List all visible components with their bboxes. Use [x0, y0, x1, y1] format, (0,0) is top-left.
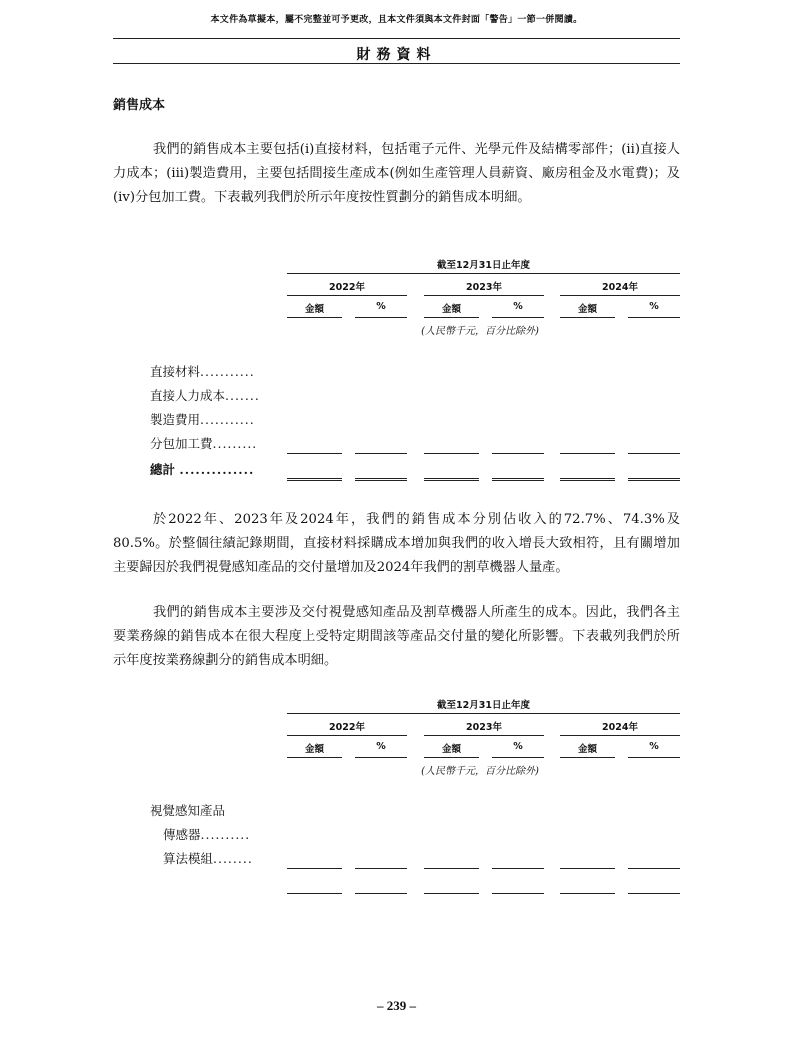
- year-2022: 2022年: [329, 282, 365, 293]
- row-label-text: 傳感器: [163, 827, 201, 842]
- col-amount-2023: 金額: [441, 304, 461, 315]
- col-percent-2023: %: [513, 741, 523, 752]
- row-label-text: 算法模組: [163, 851, 214, 866]
- col-rule: [492, 757, 544, 758]
- unit-note: (人民幣千元，百分比除外): [421, 326, 539, 337]
- col-percent-2023: %: [513, 301, 523, 312]
- unit-note: (人民幣千元，百分比除外): [421, 766, 539, 777]
- sum-rule: [560, 868, 615, 869]
- header-rule-bottom: [113, 63, 680, 64]
- subtotal-rule: [355, 893, 407, 894]
- sum-rule: [355, 453, 407, 454]
- table-row-label: [150, 434, 257, 452]
- total-double-rule: [492, 478, 544, 481]
- year-2023: 2023年: [466, 282, 502, 293]
- table-row-label: [150, 362, 255, 380]
- year-2023: 2023年: [466, 722, 502, 733]
- row-leader-dots: ..........: [200, 827, 251, 842]
- total-double-rule: [628, 478, 680, 481]
- col-amount-2024: 金額: [577, 744, 597, 755]
- sum-rule: [424, 453, 479, 454]
- header-rule-top: [113, 38, 680, 39]
- col-rule: [560, 317, 615, 318]
- subtotal-rule: [492, 893, 544, 894]
- subtotal-rule: [628, 893, 680, 894]
- period-rule: [287, 273, 680, 274]
- sum-rule: [628, 453, 680, 454]
- row-label-text: 直接人力成本: [150, 388, 226, 403]
- row-label-text: 直接材料: [150, 364, 201, 379]
- year-rule-2023: [424, 295, 544, 296]
- table-row-label: [163, 849, 253, 867]
- period-header: 截至12月31日止年度: [437, 260, 530, 271]
- row-leader-dots: ........: [213, 851, 253, 866]
- col-percent-2024: %: [649, 301, 659, 312]
- col-percent-2022: %: [376, 741, 386, 752]
- row-leader-dots: ..............: [179, 462, 255, 477]
- total-double-rule: [560, 478, 615, 481]
- total-double-rule: [424, 478, 479, 481]
- sum-rule: [355, 868, 407, 869]
- sum-rule: [424, 868, 479, 869]
- row-label-text: 分包加工費: [150, 436, 213, 451]
- year-2024: 2024年: [602, 722, 638, 733]
- col-amount-2022: 金額: [304, 304, 324, 315]
- year-rule-2022: [287, 735, 407, 736]
- subtotal-rule: [560, 893, 615, 894]
- col-rule: [287, 757, 342, 758]
- col-percent-2022: %: [376, 301, 386, 312]
- period-rule: [287, 713, 680, 714]
- col-percent-2024: %: [649, 741, 659, 752]
- year-2022: 2022年: [329, 722, 365, 733]
- subtotal-rule: [424, 893, 479, 894]
- year-rule-2023: [424, 735, 544, 736]
- subtotal-rule: [287, 893, 342, 894]
- row-leader-dots: ...........: [200, 412, 255, 427]
- col-rule: [424, 317, 479, 318]
- table-row-label: [150, 410, 255, 428]
- col-rule: [287, 317, 342, 318]
- row-leader-dots: .........: [212, 436, 258, 451]
- sum-rule: [287, 868, 342, 869]
- sum-rule: [628, 868, 680, 869]
- page-title: 財務資料: [356, 47, 437, 63]
- total-row-label: [150, 460, 254, 478]
- sum-rule: [492, 868, 544, 869]
- row-leader-dots: ...........: [200, 364, 255, 379]
- paragraph-1: 我們的銷售成本主要包括(i)直接材料，包括電子元件、光學元件及結構零部件；(ii)直接人力成本；(iii)製造費用，主要包括間接生產成本(例如生產管理人員薪資、廠房租金及水電費)；及(iv)分包加工費。下表載列我們於所示年度按性質劃分的銷售成本明細。: [113, 142, 680, 205]
- total-double-rule: [355, 478, 407, 481]
- year-2024: 2024年: [602, 282, 638, 293]
- col-rule: [560, 757, 615, 758]
- sum-rule: [492, 453, 544, 454]
- group-label: 視覺感知產品: [150, 803, 226, 818]
- year-rule-2024: [560, 735, 680, 736]
- total-double-rule: [287, 478, 342, 481]
- table-row-label: [150, 386, 260, 404]
- draft-warning: 本文件為草擬本，屬不完整並可予更改，且本文件須與本文件封面「警告」一節一併閱讀。: [210, 15, 583, 25]
- sum-rule: [287, 453, 342, 454]
- paragraph-3: 我們的銷售成本主要涉及交付視覺感知產品及割草機器人所產生的成本。因此，我們各主要業務線的銷售成本在很大程度上受特定期間該等產品交付量的變化所影響。下表載列我們於所示年度按業務線劃分的銷售成本明細。: [113, 605, 680, 668]
- col-amount-2023: 金額: [441, 744, 461, 755]
- row-label-text: 製造費用: [150, 412, 201, 427]
- row-label-text: 總計: [150, 462, 176, 477]
- col-rule: [628, 757, 680, 758]
- col-rule: [492, 317, 544, 318]
- year-rule-2024: [560, 295, 680, 296]
- col-rule: [424, 757, 479, 758]
- row-leader-dots: .......: [225, 388, 260, 403]
- table-row-label: [163, 825, 250, 843]
- col-rule: [355, 757, 407, 758]
- sum-rule: [560, 453, 615, 454]
- year-rule-2022: [287, 295, 407, 296]
- col-rule: [628, 317, 680, 318]
- col-rule: [355, 317, 407, 318]
- col-amount-2022: 金額: [304, 744, 324, 755]
- paragraph-2: 於2022年、2023年及2024年，我們的銷售成本分別佔收入的72.7%、74.3%及80.5%。於整個往績記錄期間，直接材料採購成本增加與我們的收入增長大致相符，且有關增加主要歸因於我們視覺感知產品的交付量增加及2024年我們的割草機器人量產。: [113, 512, 680, 575]
- col-amount-2024: 金額: [577, 304, 597, 315]
- period-header: 截至12月31日止年度: [437, 700, 530, 711]
- section-heading: 銷售成本: [113, 98, 166, 113]
- page-number: – 239 –: [377, 998, 416, 1013]
